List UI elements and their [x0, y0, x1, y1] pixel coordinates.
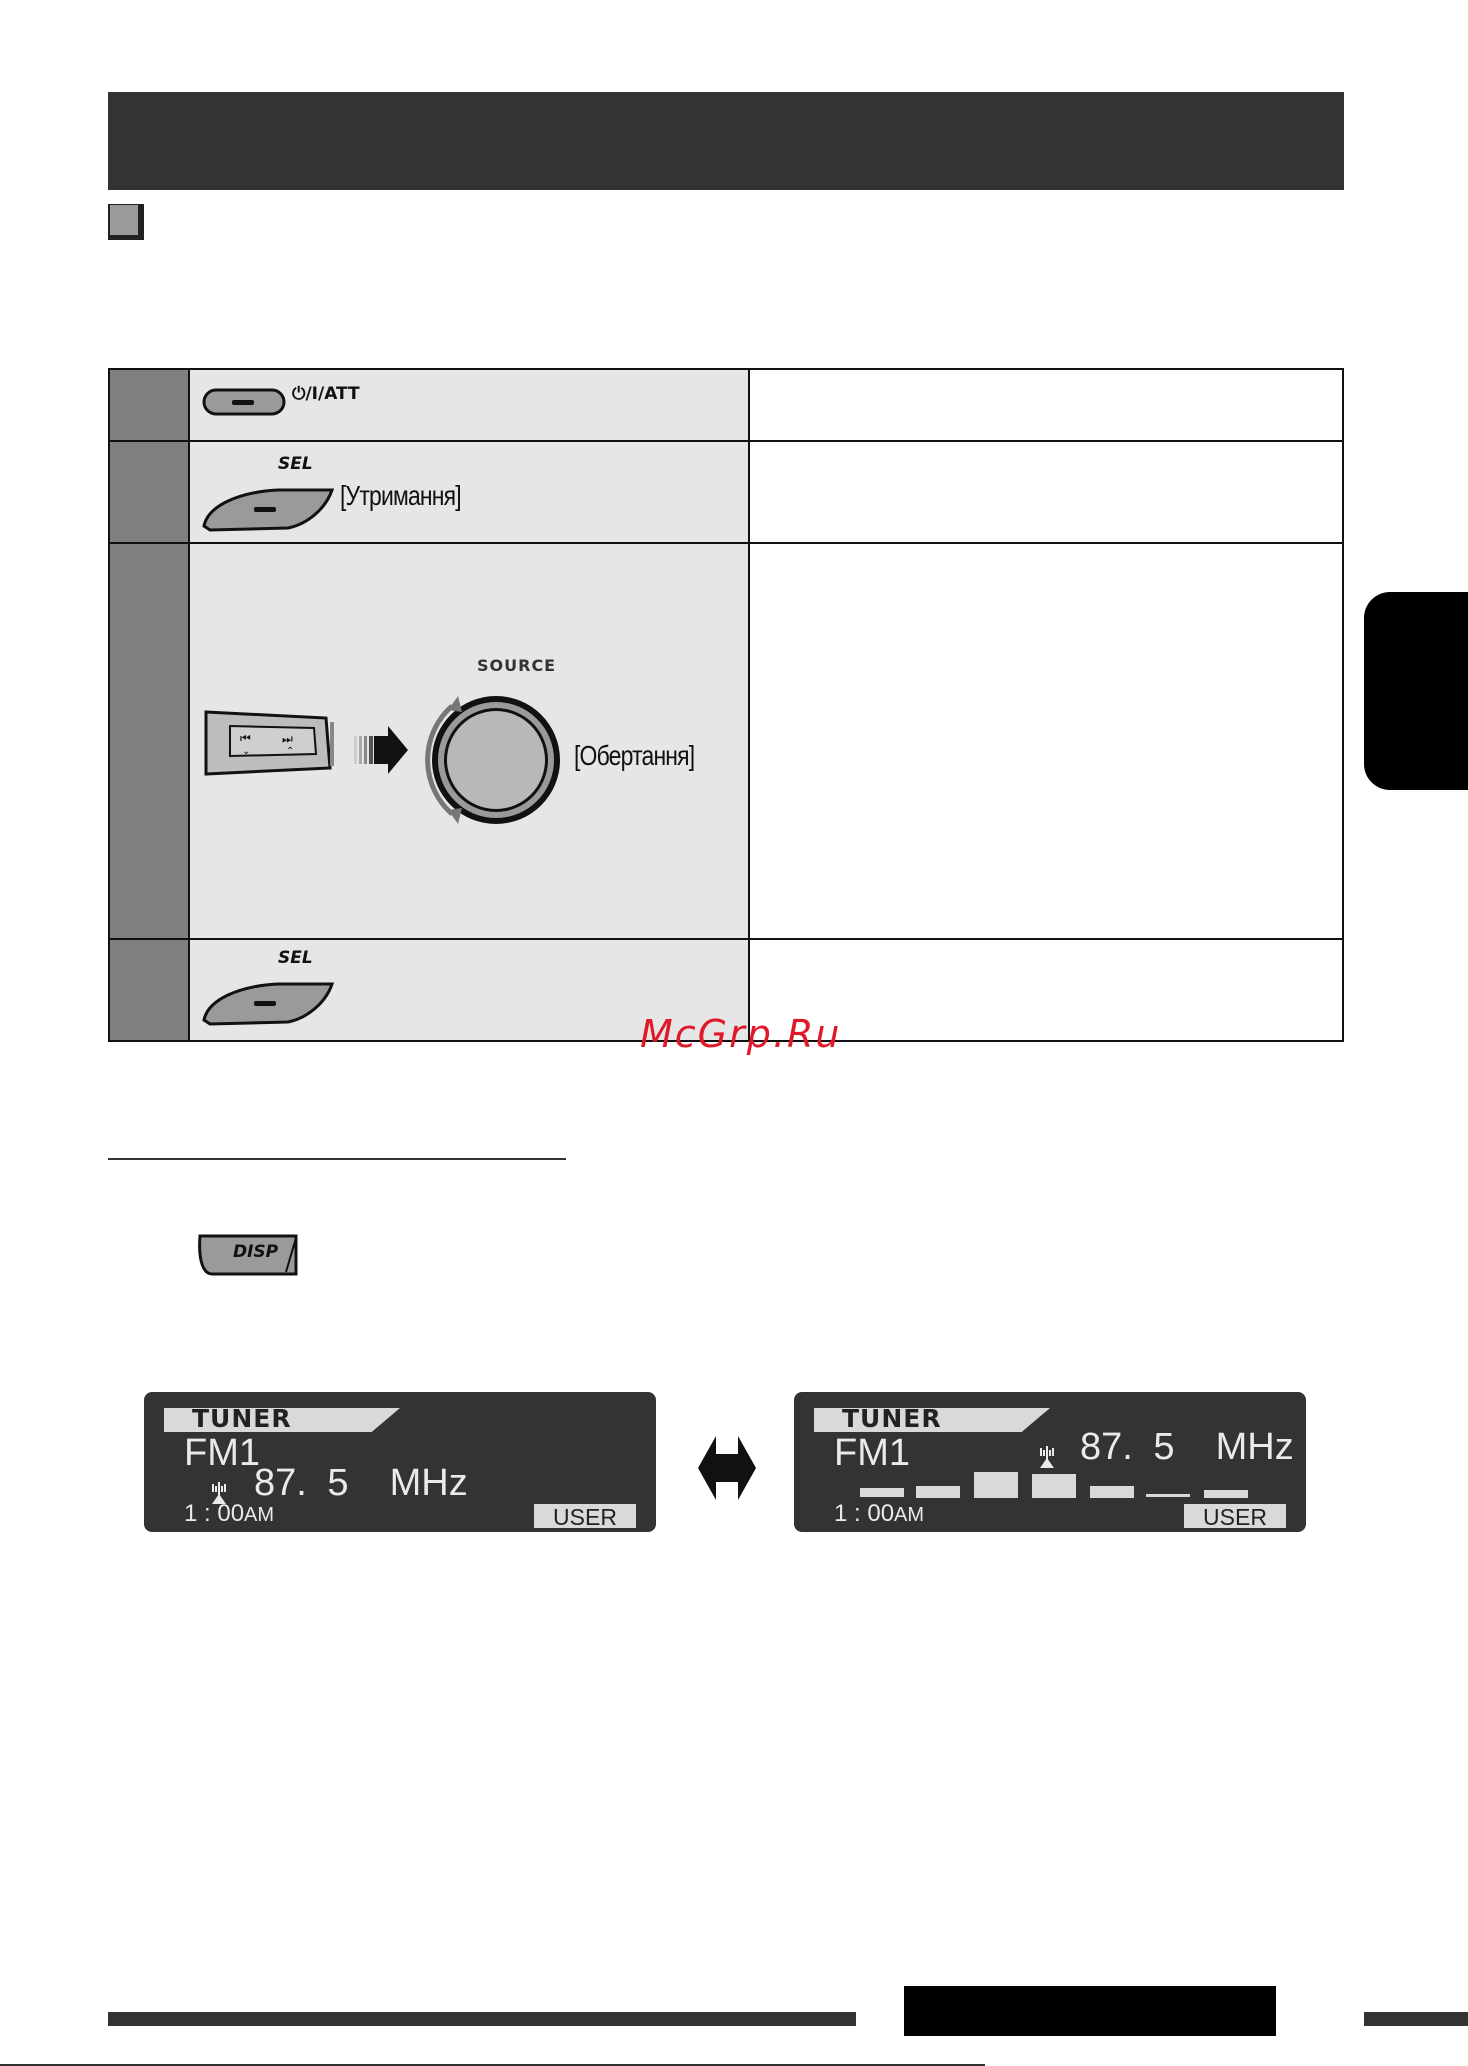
step-row-3 [110, 544, 1342, 940]
clock [184, 1500, 274, 1528]
section-rule [108, 1158, 566, 1160]
footer-bar-right [1364, 2012, 1468, 2026]
clock-ampm: AM [894, 1504, 925, 1526]
right-arrow-icon [352, 722, 412, 782]
source-label: SOURCE [477, 656, 557, 675]
svg-text:⌃: ⌃ [286, 746, 295, 757]
sel-label: SEL [278, 454, 313, 474]
footer-bar [108, 2012, 856, 2026]
level-bar [1146, 1494, 1190, 1497]
level-bar [1090, 1486, 1134, 1498]
step-row-2 [110, 442, 1342, 544]
frequency: 87. 5 MHz [1080, 1426, 1294, 1468]
step-row-1 [110, 370, 1342, 442]
source-name: TUNER [192, 1404, 292, 1433]
clock [834, 1500, 924, 1528]
clock-time: 1 : 00 [834, 1500, 895, 1527]
svg-text:⌄: ⌄ [242, 746, 251, 757]
svg-text:⏮: ⏮ [240, 731, 251, 745]
level-bar [916, 1486, 960, 1498]
band-label: FM1 [184, 1432, 260, 1474]
user-mode-badge: USER [534, 1504, 636, 1528]
language-side-tab [1364, 592, 1468, 790]
step-number-cell [110, 940, 190, 1040]
clock-ampm: AM [244, 1504, 275, 1526]
hold-label: [Утримання] [340, 480, 461, 511]
antenna-icon [1036, 1444, 1058, 1470]
step-number-cell [110, 442, 190, 542]
rotate-label: [Обертання] [574, 740, 695, 771]
level-bar [860, 1488, 904, 1497]
skip-buttons-icon [202, 704, 342, 784]
step-description-cell [750, 544, 1342, 938]
step-illustration-cell [190, 442, 750, 542]
section-header-bar [108, 92, 1344, 190]
source-knob-icon [408, 680, 568, 840]
watermark: McGrp.Ru [640, 1012, 842, 1056]
tuner-display-2 [794, 1392, 1306, 1532]
power-att-label: ⏻/I/ATT [292, 384, 360, 404]
step-number-cell [110, 370, 190, 440]
user-mode-badge: USER [1184, 1504, 1286, 1528]
double-arrow-icon [696, 1434, 758, 1502]
footer-page-box [904, 1986, 1276, 2036]
clock-time: 1 : 00 [184, 1500, 245, 1527]
level-bar [1032, 1474, 1076, 1498]
level-bar [974, 1472, 1018, 1498]
steps-table [108, 368, 1344, 1042]
sel-button-icon [198, 478, 338, 538]
frequency: 87. 5 MHz [254, 1462, 468, 1504]
step-description-cell [750, 370, 1342, 440]
sel-button-icon [198, 972, 338, 1032]
svg-text:⏭: ⏭ [282, 732, 293, 746]
band-label: FM1 [834, 1432, 910, 1474]
source-name: TUNER [842, 1404, 942, 1433]
step-illustration-cell [190, 370, 750, 440]
sel-label: SEL [278, 948, 313, 968]
tuner-display-1 [144, 1392, 656, 1532]
disp-label: DISP [233, 1242, 279, 1262]
step-number-cell [110, 544, 190, 938]
power-button-icon [200, 378, 290, 428]
step-description-cell [750, 442, 1342, 542]
step-illustration-cell [190, 544, 750, 938]
section-marker-inner [110, 205, 138, 235]
level-bar [1204, 1490, 1248, 1498]
